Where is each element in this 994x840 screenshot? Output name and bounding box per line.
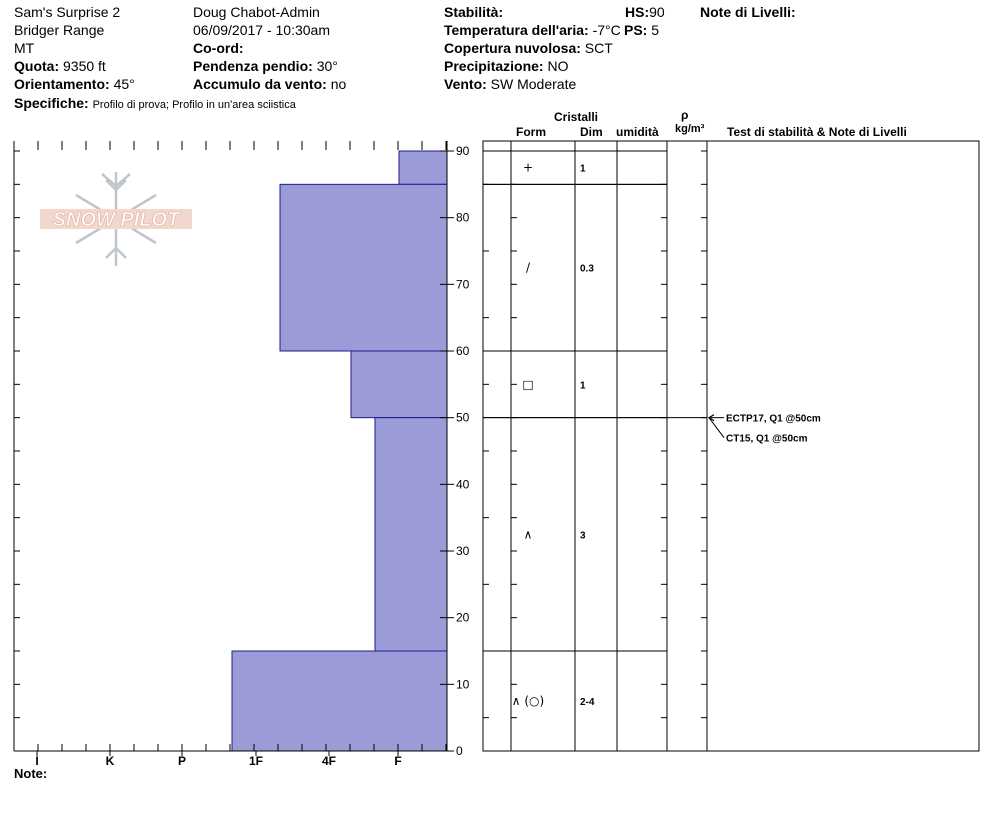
- wind-label: Vento:: [444, 76, 487, 92]
- layer-bar: [351, 351, 447, 418]
- depth-tick-label: 90: [456, 144, 470, 158]
- hs-label: HS:: [625, 4, 650, 20]
- wind-loading-label: Accumulo da vento:: [193, 76, 327, 92]
- stability-test-label: CT15, Q1 @50cm: [726, 433, 808, 445]
- grain-form-symbol: +: [522, 160, 534, 175]
- layer-notes-label: Note di Livelli:: [700, 4, 796, 20]
- grain-form-symbol: /: [525, 260, 531, 275]
- slope-label: Pendenza pendio:: [193, 58, 313, 74]
- tests-header: Test di stabilità & Note di Livelli: [727, 125, 907, 139]
- depth-tick-label: 10: [456, 677, 470, 692]
- specifics-label: Specifiche:: [14, 95, 89, 111]
- notes-label: Note:: [14, 766, 48, 781]
- depth-tick-label: 70: [456, 277, 470, 292]
- grain-form-symbol: ∧: [523, 527, 533, 542]
- coord-label: Co-ord:: [193, 40, 244, 56]
- depth-tick-label: 20: [456, 610, 470, 625]
- hardness-label: 1F: [248, 754, 264, 768]
- grain-size-label: 0.3: [580, 263, 594, 275]
- grain-form-symbol: □: [522, 377, 534, 392]
- ps-label: PS:: [624, 22, 648, 38]
- hardness-label: P: [177, 754, 187, 768]
- humidity-header: umidità: [616, 125, 659, 139]
- observer: Doug Chabot-Admin: [193, 4, 320, 20]
- elevation-value: 9350 ft: [63, 58, 106, 74]
- hardness-label: F: [394, 754, 402, 768]
- wind-value: SW Moderate: [490, 76, 577, 92]
- stability-label: Stabilità:: [444, 4, 504, 20]
- precip-label: Precipitazione:: [444, 58, 544, 74]
- depth-tick-label: 60: [456, 344, 470, 358]
- range-name: Bridger Range: [14, 22, 105, 38]
- form-header: Form: [516, 125, 546, 139]
- depth-tick-label: 40: [456, 477, 470, 492]
- aspect-value: 45°: [113, 76, 135, 92]
- layer-bar: [232, 651, 447, 751]
- depth-tick-label: 0: [456, 744, 463, 758]
- logo-text: SNOW PILOT: [52, 209, 180, 231]
- wind-loading-value: no: [330, 76, 347, 92]
- layer-table-frame: [483, 141, 979, 751]
- grain-size-label: 2-4: [580, 697, 595, 708]
- air-temp-value: -7°C: [592, 22, 621, 38]
- specifics-value: Profilo di prova; Profilo in un'area sciistica: [92, 99, 296, 111]
- grain-size-label: 1: [580, 380, 586, 392]
- depth-tick-label: 80: [456, 210, 470, 225]
- grain-form-symbol: ∧ (○): [511, 694, 545, 708]
- density-unit-header: kg/m³: [675, 123, 705, 135]
- elevation-label: Quota:: [14, 58, 60, 74]
- ps-value: 5: [651, 22, 660, 38]
- grain-size-label: 3: [580, 530, 586, 542]
- slope-value: 30°: [316, 58, 338, 74]
- layer-bar: [375, 418, 447, 651]
- dim-header: Dim: [580, 125, 603, 139]
- stability-test-label: ECTP17, Q1 @50cm: [726, 413, 821, 425]
- site-name: Sam's Surprise 2: [14, 4, 121, 20]
- layer-bar: [399, 151, 447, 184]
- air-temp-label: Temperatura dell'aria:: [444, 22, 589, 38]
- depth-tick-label: 50: [456, 410, 470, 425]
- hardness-label: K: [105, 754, 115, 768]
- crystals-header: Cristalli: [554, 110, 599, 124]
- test-leader-line: [709, 418, 724, 438]
- rho-header: ρ: [681, 108, 689, 122]
- cloud-value: SCT: [584, 40, 613, 56]
- hs-value: 90: [649, 4, 665, 20]
- precip-value: NO: [547, 58, 569, 74]
- state-name: MT: [14, 40, 35, 56]
- layer-bar: [280, 184, 447, 351]
- aspect-label: Orientamento:: [14, 76, 110, 92]
- datetime: 06/09/2017 - 10:30am: [193, 22, 330, 38]
- hardness-label: 4F: [321, 754, 337, 768]
- grain-size-label: 1: [580, 163, 586, 175]
- hardness-label: I: [35, 754, 39, 768]
- cloud-label: Copertura nuvolosa:: [444, 40, 581, 56]
- depth-tick-label: 30: [456, 544, 470, 558]
